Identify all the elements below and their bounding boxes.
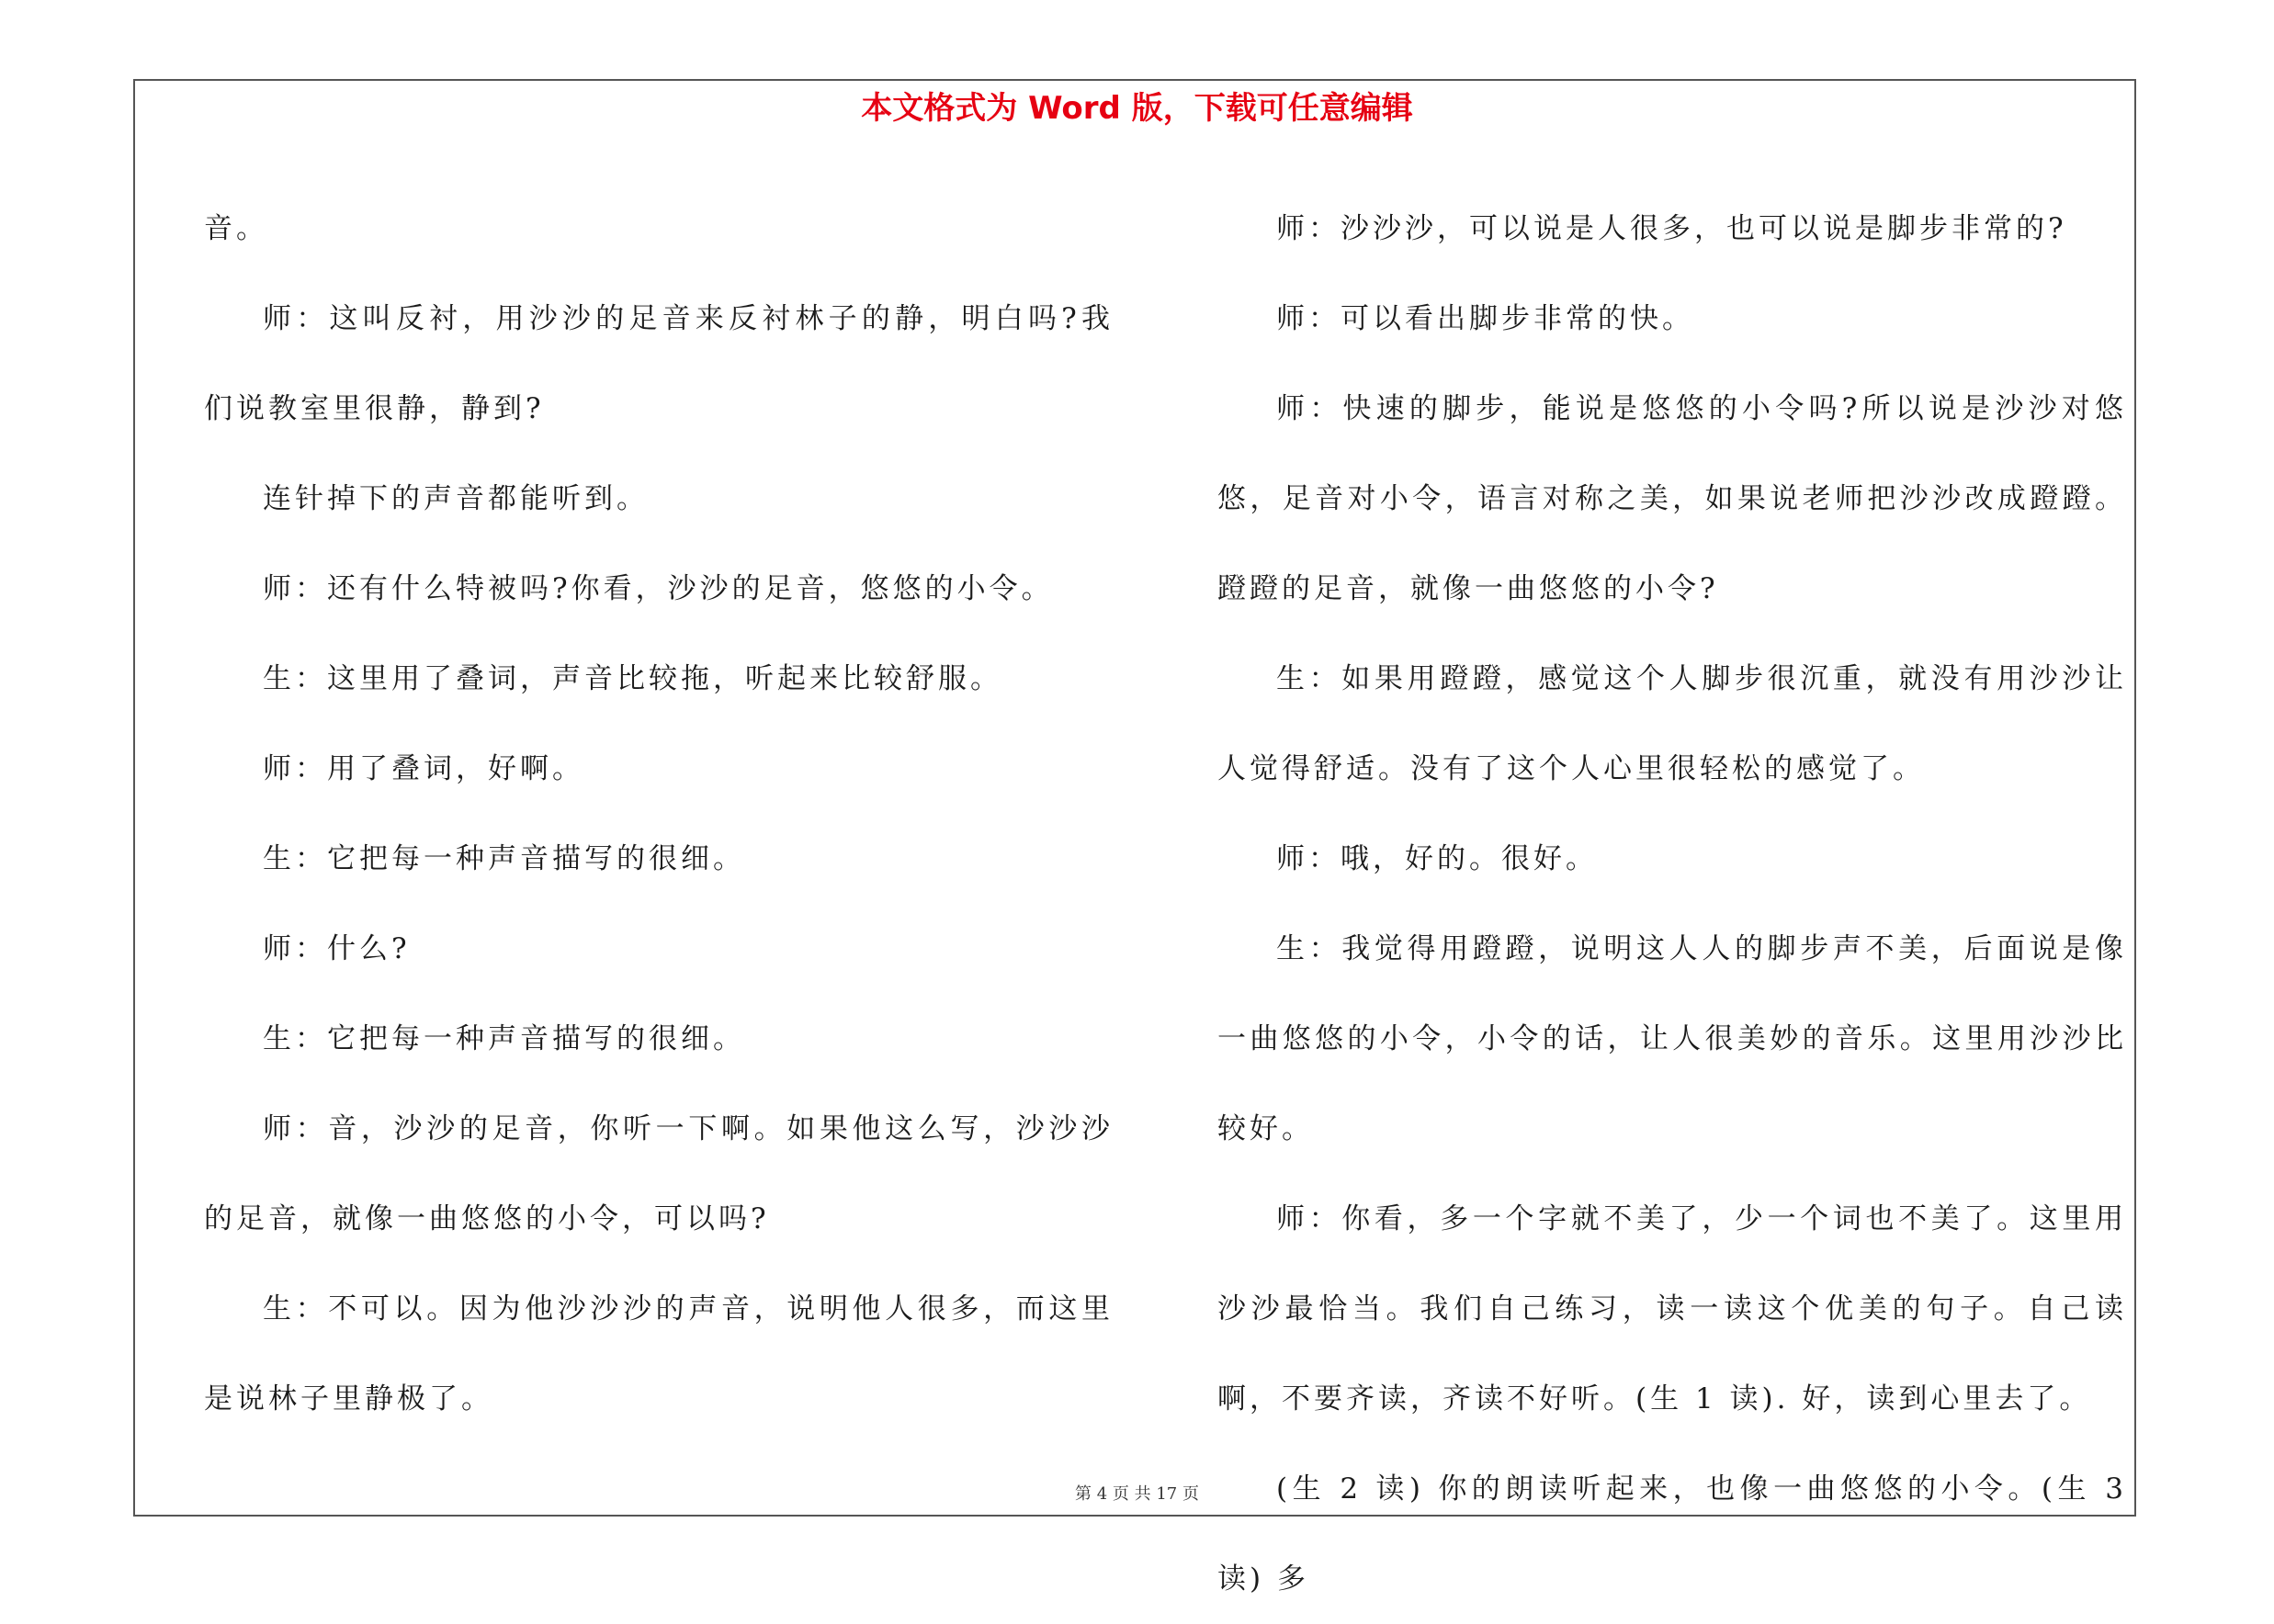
paragraph-right-8: (生 2 读) 你的朗读听起来，也像一曲悠悠的小令。(生 3 读) 多 [1217,1472,2127,1596]
paragraph-left-10: 师：音，沙沙的足音，你听一下啊。如果他这么写，沙沙沙的足音，就像一曲悠悠的小令，可以吗? [204,1112,1114,1235]
paragraph-right-5: 师：哦，好的。很好。 [1276,842,1598,875]
paragraph-left-1: 音。 [204,212,268,245]
paragraph-left-5: 生：这里用了叠词，声音比较拖，听起来比较舒服。 [263,662,1002,695]
paragraph-right-4: 生：如果用蹬蹬，感觉这个人脚步很沉重，就没有用沙沙让人觉得舒适。没有了这个人心里很轻松的感觉了。 [1217,662,2127,785]
paragraph-left-3: 连针掉下的声音都能听到。 [263,482,649,515]
paragraph-left-6: 师：用了叠词，好啊。 [263,752,584,785]
paragraph-right-3: 师：快速的脚步，能说是悠悠的小令吗?所以说是沙沙对悠悠，足音对小令，语言对称之美，如果说老师把沙沙改成蹬蹬。蹬蹬的足音，就像一曲悠悠的小令? [1217,392,2127,605]
page-number-footer: 第 4 页 共 17 页 [1075,1484,1199,1504]
right-text-column [1217,184,2127,1624]
paragraph-left-8: 师：什么? [263,932,411,965]
document-header-title: 本文格式为 Word 版，下载可任意编辑 [861,90,1413,127]
paragraph-left-7: 生：它把每一种声音描写的很细。 [263,842,745,875]
paragraph-left-9: 生：它把每一种声音描写的很细。 [263,1022,745,1055]
left-text-column [204,184,1114,1444]
paragraph-right-1: 师：沙沙沙，可以说是人很多，也可以说是脚步非常的? [1276,212,2067,245]
paragraph-right-7: 师：你看，多一个字就不美了，少一个词也不美了。这里用沙沙最恰当。我们自己练习，读一读这个优美的句子。自己读啊，不要齐读，齐读不好听。(生 1 读). 好，读到心里去了。 [1217,1202,2127,1415]
paragraph-left-2: 师：这叫反衬，用沙沙的足音来反衬林子的静，明白吗?我们说教室里很静，静到? [204,302,1114,425]
paragraph-right-2: 师：可以看出脚步非常的快。 [1276,302,1694,335]
paragraph-left-4: 师：还有什么特被吗?你看，沙沙的足音，悠悠的小令。 [263,572,1054,605]
paragraph-left-11: 生：不可以。因为他沙沙沙的声音，说明他人很多，而这里是说林子里静极了。 [204,1292,1114,1415]
paragraph-right-6: 生：我觉得用蹬蹬，说明这人人的脚步声不美，后面说是像一曲悠悠的小令，小令的话，让人很美妙的音乐。这里用沙沙比较好。 [1217,932,2127,1145]
